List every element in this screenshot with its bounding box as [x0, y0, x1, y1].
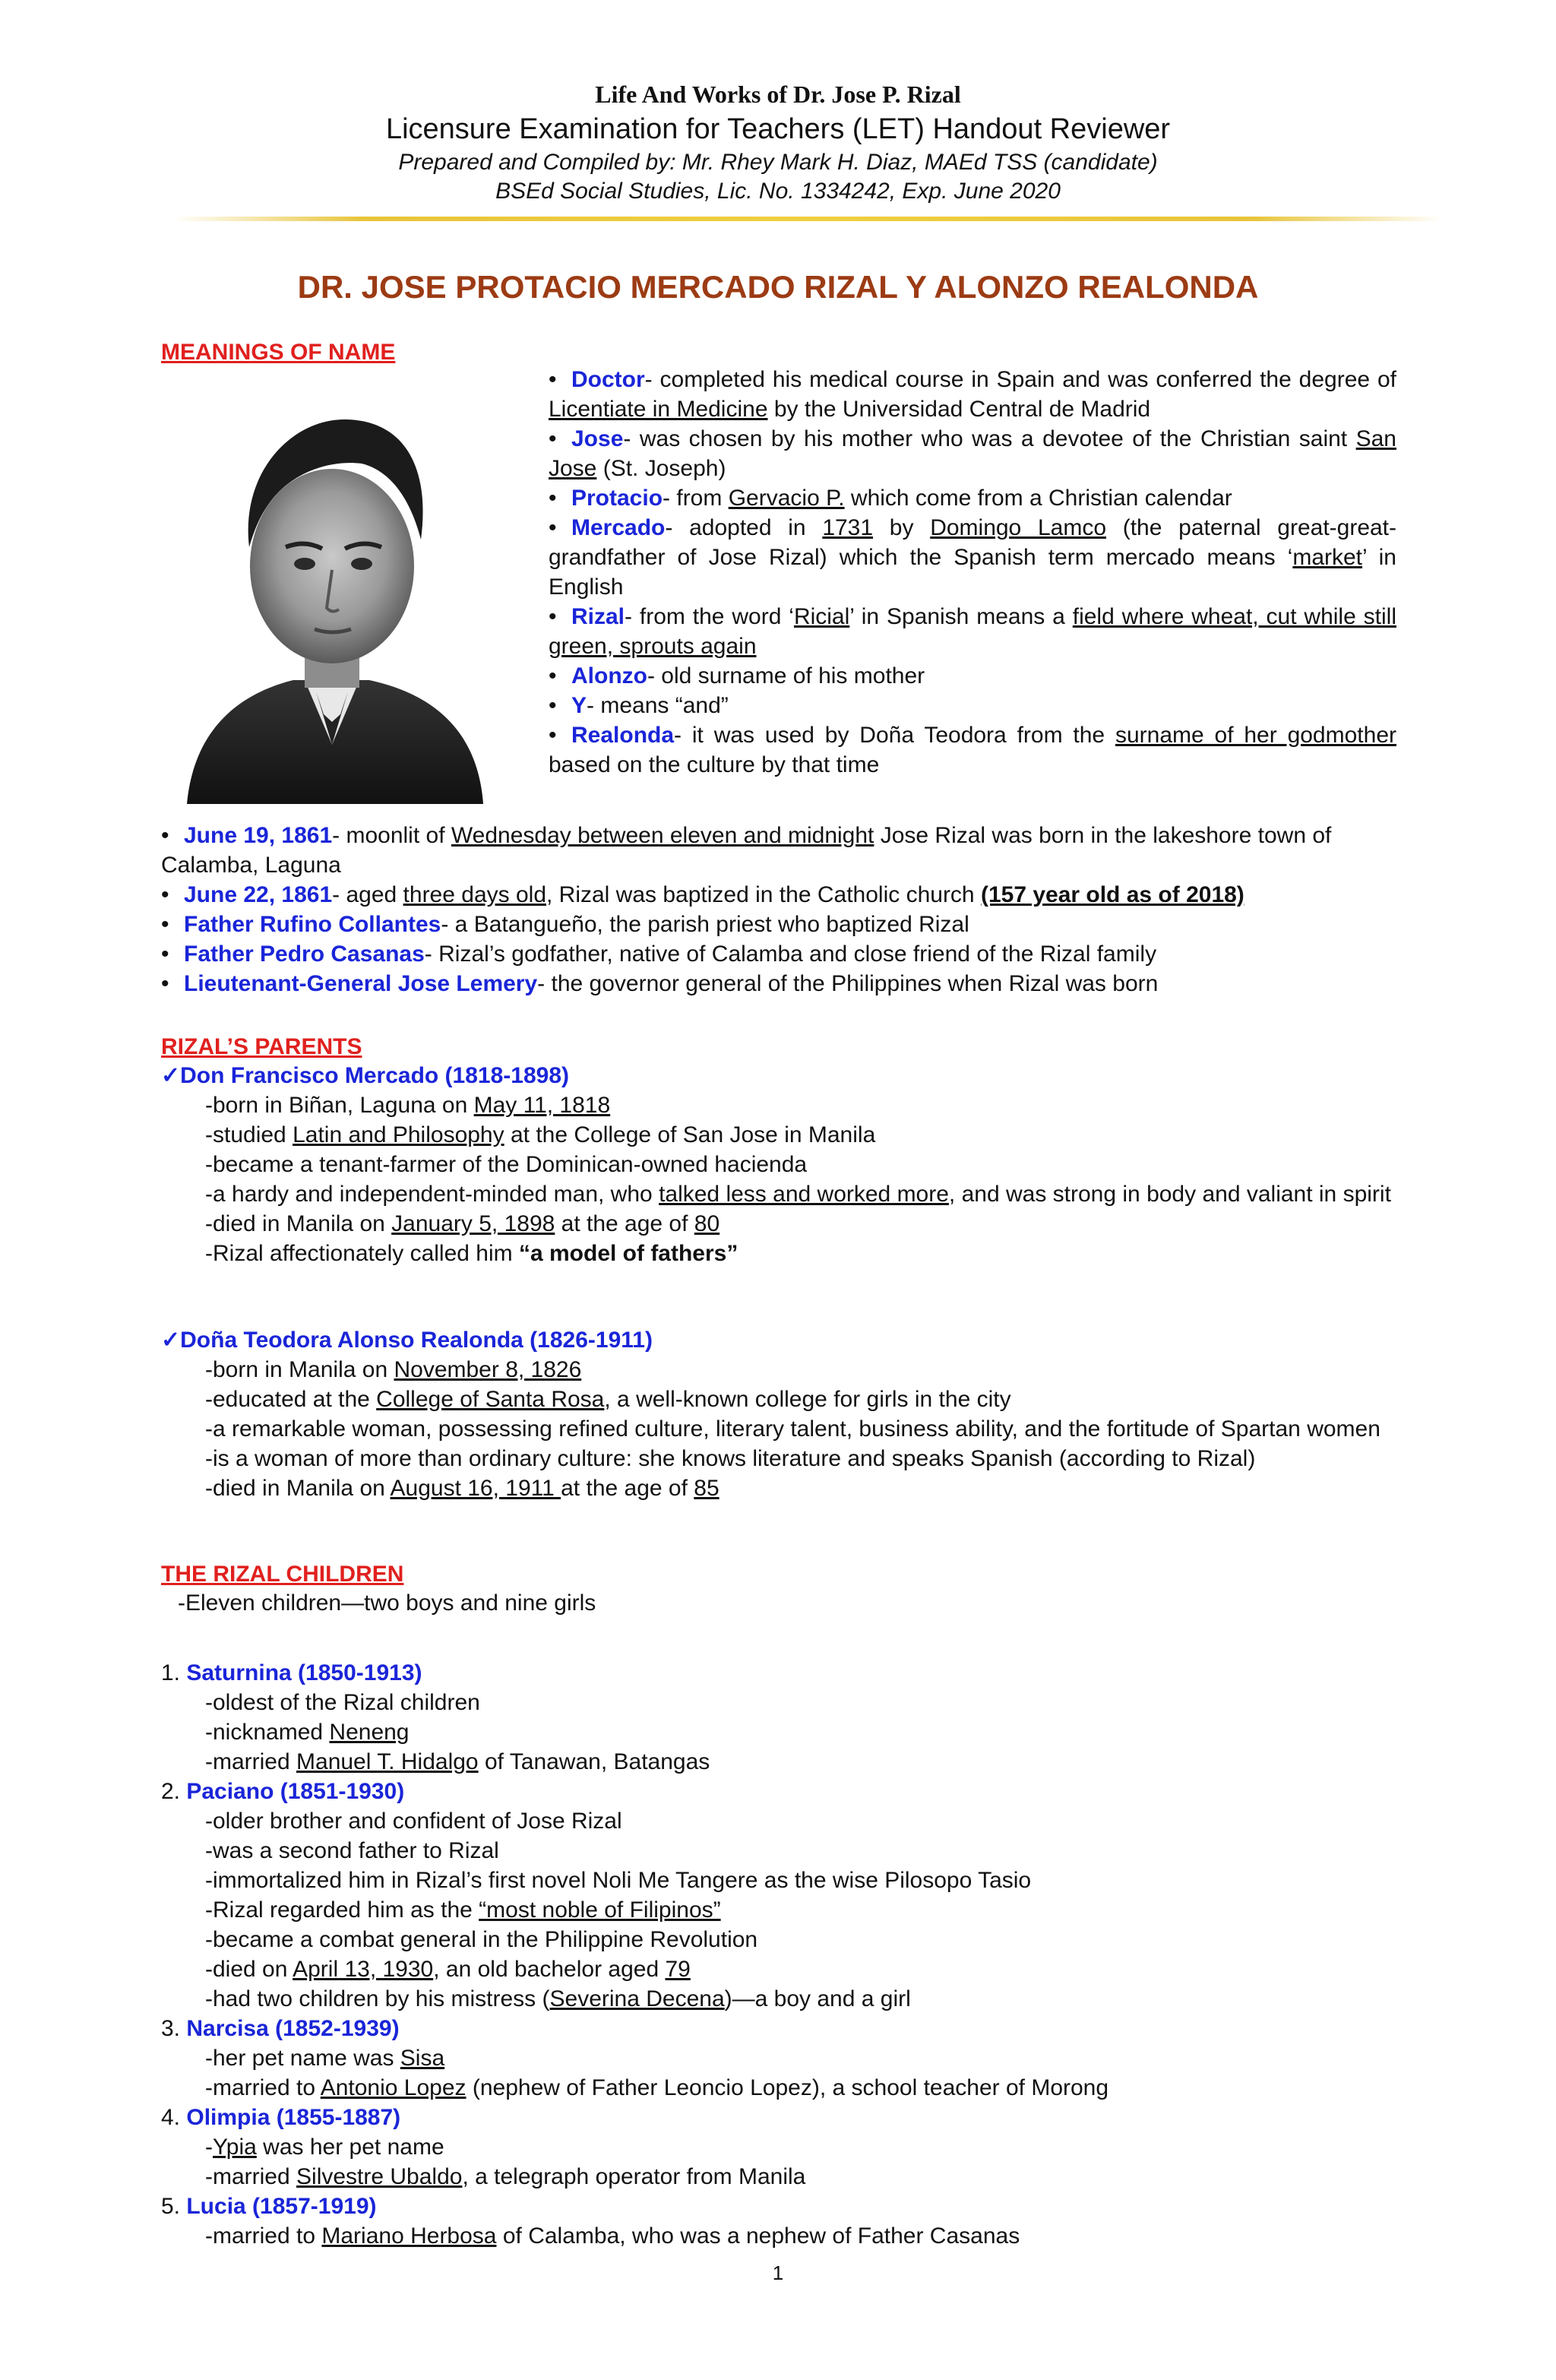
list-item: 3. Narcisa (1852-1939) [161, 2016, 400, 2041]
children-intro: -Eleven children—two boys and nine girls [178, 1590, 596, 1616]
rizal-portrait [179, 388, 485, 804]
list-item: • Mercado- adopted in 1731 by Domingo Lamco (the paternal great-great-grandfather of Jose Rizal) which the Spanish term mercado means ‘market’ in English [549, 515, 1397, 600]
father-entry: ✓Don Francisco Mercado (1818-1898) -born in Biñan, Laguna on May 11, 1818 -studied Latin and Philosophy at the College of San Jose in Manila -became a tenant-farmer of the Dominican-owned hacienda -a hardy and independent-minded man, who talked less and worked more, and was strong in body and valiant in spirit -died in Manila on January 5, 1898 at the age of 80 -Rizal affectionately called him “a model of fathers” [161, 1061, 1396, 1268]
check-icon: ✓ [161, 1328, 181, 1353]
list-item: • Y- means “and” [549, 693, 729, 718]
father-name: ✓Don Francisco Mercado (1818-1898) [161, 1063, 570, 1088]
section-heading-parents: RIZAL’S PARENTS [161, 1034, 362, 1059]
birth-facts-list [161, 821, 1396, 999]
list-item: • Father Pedro Casanas- Rizal’s godfather, native of Calamba and close friend of the Rizal family [161, 942, 1157, 967]
header-author: Prepared and Compiled by: Mr. Rhey Mark H. Diaz, MAEd TSS (candidate) [398, 150, 1158, 175]
children-list: 1. Saturnina (1850-1913) -oldest of the Rizal children -nicknamed Neneng -married Manuel T. Hidalgo of Tanawan, Batangas 2. Paciano (1851-1930) -older brother and confident of Jose Rizal -was a second father to Rizal -immortalized him in Rizal’s first novel Noli Me Tangere as the wise Pilosopo Tasio -Rizal regarded him as the “most noble of Filipinos” -became a combat general in the Philippine Revolution -died on April 13, 1930, an old bachelor aged 79 -had two children by his mistress (Severina Decena)—a boy and a girl 3. Narcisa (1852-1939) -her pet name was Sisa -married to Antonio Lopez (nephew of Father Leoncio Lopez), a school teacher of Morong 4. Olimpia (1855-1887) -Ypia was her pet name -married Silvestre Ubaldo, a telegraph operator from Manila 5. Lucia (1857-1919) -married to Mariano Herbosa of Calamba, who was a nephew of Father Casanas [161, 1658, 1396, 2251]
list-item: 2. Paciano (1851-1930) [161, 1779, 405, 1804]
list-item: 4. Olimpia (1855-1887) [161, 2105, 401, 2130]
section-heading-meanings: MEANINGS OF NAME [161, 340, 396, 365]
list-item: • Lieutenant-General Jose Lemery- the governor general of the Philippines when Rizal was born [161, 971, 1159, 996]
section-heading-children: THE RIZAL CHILDREN [161, 1562, 404, 1587]
list-item: • Father Rufino Collantes- a Batangueño, the parish priest who baptized Rizal [161, 912, 969, 937]
list-item: • Protacio- from Gervacio P. which come from a Christian calendar [549, 486, 1232, 511]
name-meanings-list [549, 365, 1396, 780]
page-title: DR. JOSE PROTACIO MERCADO RIZAL Y ALONZO REALONDA [297, 269, 1259, 305]
header-license: BSEd Social Studies, Lic. No. 1334242, Exp. June 2020 [495, 179, 1061, 204]
check-icon: ✓ [161, 1063, 181, 1088]
list-item: • Jose- was chosen by his mother who was a devotee of the Christian saint San Jose (St. Joseph) [549, 426, 1396, 481]
list-item: • Alonzo- old surname of his mother [549, 663, 925, 688]
mother-name: ✓Doña Teodora Alonso Realonda (1826-1911) [161, 1328, 653, 1353]
header-subtitle: Licensure Examination for Teachers (LET) Handout Reviewer [385, 113, 1171, 145]
header-title: Life And Works of Dr. Jose P. Rizal [595, 81, 961, 108]
list-item: 5. Lucia (1857-1919) [161, 2194, 377, 2219]
list-item: • Rizal- from the word ‘Ricial’ in Spanish means a field where wheat, cut while still green, sprouts again [549, 604, 1396, 659]
mother-entry: ✓Doña Teodora Alonso Realonda (1826-1911) -born in Manila on November 8, 1826 -educated at the College of Santa Rosa, a well-known college for girls in the city -a remarkable woman, possessing refined culture, literary talent, business ability, and the fortitude of Spartan women -is a woman of more than ordinary culture: she knows literature and speaks Spanish (according to Rizal) -died in Manila on August 16, 1911 at the age of 85 [161, 1325, 1396, 1503]
header-divider [173, 217, 1442, 221]
list-item: 1. Saturnina (1850-1913) [161, 1660, 422, 1685]
list-item: • June 22, 1861- aged three days old, Rizal was baptized in the Catholic church (157 year old as of 2018) [161, 882, 1244, 907]
list-item: • Realonda- it was used by Doña Teodora from the surname of her godmother based on the culture by that time [549, 723, 1396, 777]
page-number: 1 [772, 2261, 784, 2284]
list-item: • Doctor- completed his medical course in Spain and was conferred the degree of Licentiate in Medicine by the Universidad Central de Madrid [549, 367, 1396, 422]
list-item: • June 19, 1861- moonlit of Wednesday between eleven and midnight Jose Rizal was born in the lakeshore town of Calamba, Laguna [161, 823, 1332, 878]
